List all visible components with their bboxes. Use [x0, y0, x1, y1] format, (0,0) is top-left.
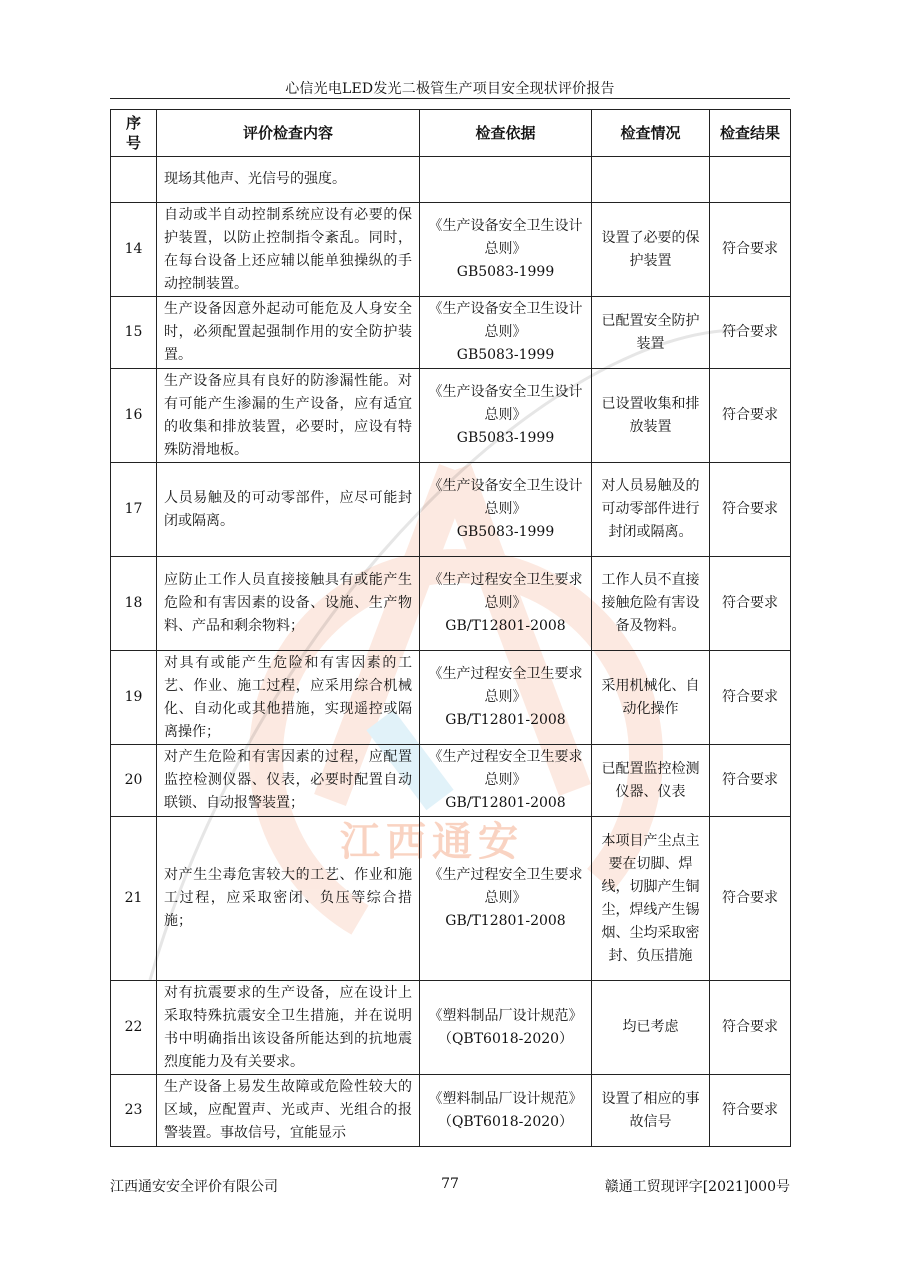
row-situation: 已配置监控检测仪器、仪表	[592, 745, 710, 817]
row-basis: 《生产过程安全卫生要求总则》 GB/T12801-2008	[420, 557, 592, 651]
row-content: 自动或半自动控制系统应设有必要的保护装置，以防止控制指令紊乱。同时，在每台设备上还应辅以能单独操纵的手动控制装置。	[157, 203, 420, 297]
row-result: 符合要求	[710, 981, 791, 1075]
row-content: 对产生危险和有害因素的过程，应配置监控检测仪器、仪表，必要时配置自动联锁、自动报警装置；	[157, 745, 420, 817]
table-row	[111, 369, 791, 463]
table-header-row	[111, 110, 791, 157]
row-result: 符合要求	[710, 1075, 791, 1147]
row-number: 14	[111, 203, 157, 297]
row-situation: 工作人员不直接接触危险有害设备及物料。	[592, 557, 710, 651]
table-row	[111, 297, 791, 369]
page-header-title: 心信光电LED发光二极管生产项目安全现状评价报告	[285, 81, 615, 97]
row-number: 23	[111, 1075, 157, 1147]
row-content: 现场其他声、光信号的强度。	[157, 157, 420, 203]
row-situation: 采用机械化、自动化操作	[592, 651, 710, 745]
row-content: 人员易触及的可动零部件，应尽可能封闭或隔离。	[157, 463, 420, 557]
header-basis: 检查依据	[420, 110, 592, 157]
footer-doc-number: 赣通工贸现评字[2021]000号	[604, 1179, 790, 1195]
row-result: 符合要求	[710, 463, 791, 557]
table-row	[111, 817, 791, 981]
row-basis: 《生产设备安全卫生设计总则》 GB5083-1999	[420, 463, 592, 557]
row-basis: 《生产设备安全卫生设计总则》 GB5083-1999	[420, 369, 592, 463]
header-seq-label: 序 号	[125, 114, 141, 152]
evaluation-table	[110, 109, 791, 1147]
table-row	[111, 745, 791, 817]
row-situation: 已设置收集和排放装置	[592, 369, 710, 463]
row-content: 对产生尘毒危害较大的工艺、作业和施工过程，应采取密闭、负压等综合措施；	[157, 817, 420, 981]
row-situation: 已配置安全防护装置	[592, 297, 710, 369]
row-number: 16	[111, 369, 157, 463]
row-content: 生产设备上易发生故障或危险性较大的区域，应配置声、光或声、光组合的报警装置。事故信号，宜能显示	[157, 1075, 420, 1147]
row-result: 符合要求	[710, 369, 791, 463]
row-situation: 设置了相应的事故信号	[592, 1075, 710, 1147]
row-number	[111, 157, 157, 203]
row-basis: 《生产过程安全卫生要求总则》 GB/T12801-2008	[420, 745, 592, 817]
row-situation: 设置了必要的保护装置	[592, 203, 710, 297]
row-basis: 《生产过程安全卫生要求总则》 GB/T12801-2008	[420, 651, 592, 745]
row-result: 符合要求	[710, 203, 791, 297]
header-seq	[111, 110, 157, 157]
row-number: 19	[111, 651, 157, 745]
row-number: 17	[111, 463, 157, 557]
row-situation: 均已考虑	[592, 981, 710, 1075]
table-row	[111, 981, 791, 1075]
table-row	[111, 1075, 791, 1147]
row-number: 21	[111, 817, 157, 981]
table-row	[111, 651, 791, 745]
header-content: 评价检查内容	[157, 110, 420, 157]
footer-page-number: 77	[441, 1176, 459, 1192]
row-basis: 《生产设备安全卫生设计总则》 GB5083-1999	[420, 203, 592, 297]
row-basis: 《生产设备安全卫生设计总则》 GB5083-1999	[420, 297, 592, 369]
row-result: 符合要求	[710, 557, 791, 651]
table-row	[111, 463, 791, 557]
row-content: 应防止工作人员直接接触具有或能产生危险和有害因素的设备、设施、生产物料、产品和剩余物料；	[157, 557, 420, 651]
row-number: 20	[111, 745, 157, 817]
row-number: 18	[111, 557, 157, 651]
table-row	[111, 203, 791, 297]
row-result	[710, 157, 791, 203]
row-result: 符合要求	[710, 297, 791, 369]
header-result: 检查结果	[710, 110, 791, 157]
row-number: 22	[111, 981, 157, 1075]
row-content: 对具有或能产生危险和有害因素的工艺、作业、施工过程，应采用综合机械化、自动化或其他措施，实现遥控或隔离操作；	[157, 651, 420, 745]
row-situation	[592, 157, 710, 203]
row-content: 生产设备应具有良好的防渗漏性能。对有可能产生渗漏的生产设备，应有适宜的收集和排放装置，必要时，应设有特殊防滑地板。	[157, 369, 420, 463]
row-number: 15	[111, 297, 157, 369]
row-result: 符合要求	[710, 817, 791, 981]
watermark-company-text: 江西通安	[340, 819, 524, 865]
table-row	[111, 157, 791, 203]
row-result: 符合要求	[710, 745, 791, 817]
header-situation: 检查情况	[592, 110, 710, 157]
row-situation: 本项目产尘点主要在切脚、焊线，切脚产生铜尘，焊线产生锡烟、尘均采取密封、负压措施	[592, 817, 710, 981]
footer-company: 江西通安安全评价有限公司	[110, 1179, 278, 1195]
table-row	[111, 557, 791, 651]
header-rule	[110, 98, 790, 99]
row-situation: 对人员易触及的可动零部件进行封闭或隔离。	[592, 463, 710, 557]
row-basis: 《塑料制品厂设计规范》（QBT6018-2020）	[420, 1075, 592, 1147]
row-basis: 《塑料制品厂设计规范》（QBT6018-2020）	[420, 981, 592, 1075]
row-result: 符合要求	[710, 651, 791, 745]
row-content: 对有抗震要求的生产设备，应在设计上采取特殊抗震安全卫生措施，并在说明书中明确指出该设备所能达到的抗地震烈度能力及有关要求。	[157, 981, 420, 1075]
row-basis	[420, 157, 592, 203]
row-basis: 《生产过程安全卫生要求总则》 GB/T12801-2008	[420, 817, 592, 981]
row-content: 生产设备因意外起动可能危及人身安全时，必须配置起强制作用的安全防护装置。	[157, 297, 420, 369]
